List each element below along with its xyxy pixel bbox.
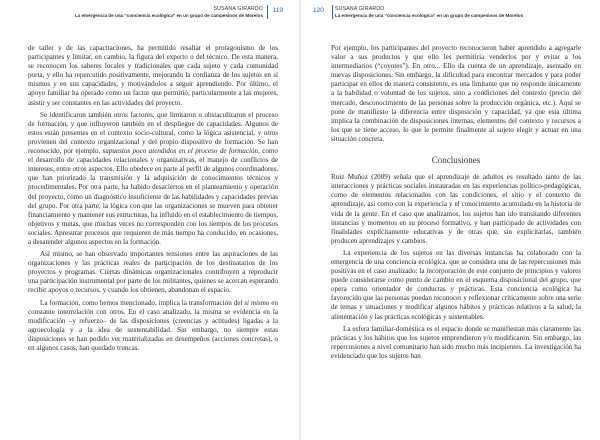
paragraph: La experiencia de los sujetos en las diversas instancias ha colaborado con la emergencia de una conciencia ecológica, que se considera una de las repercusiones más positivas en el caso analizado: la incorporación de este conjunto de principios y valores puede considerarse como punto de cambio en el esquema disposicional del grupo, que opera como orientador de conductas y prácticas. Esta conciencia ecológica ha favorecido que las personas puedan reconocer y reflexionar críticamente sobre una serie de temas y situaciones y modificar algunos hábitos y prácticas relativos a la salud, la alimentación y las prácticas ecológicas y sustentables. [331, 248, 581, 321]
paragraph-text: , como el desarrollo de capacidades relacionales y organizativas, el manejo de conflictos de intereses, entre otros aspectos. Ello obedece en parte al perfil de algunos coordinadores, que han priorizado la transmisión y la adquisición de conocimientos técnicos y procedimentales. Por otra parte, ha habido desaciertos en el planteamiento y operación del proyecto, como un diagnóstico insuficiente de las habilidades y capacidades previas del grupo. Por otra parte, la lógica con que las organizaciones se mueven para obtener financiamiento y mantener sus estructuras, ha influido en el establecimiento de tiempos, objetivos y metas, que muchas veces no corresponden con los tiempos de los procesos sociales. Apresurar procesos que requieren de más tiempo ha conducido, en ocasiones, a desatender algunos aspectos en la formación. [28, 147, 278, 246]
header-author: SUSANA GIRARDO [213, 6, 263, 12]
page-body [331, 44, 581, 361]
header-title: La emergencia de una “conciencia ecológica” en un grupo de campesinos de Morelos [74, 13, 263, 18]
header-divider [267, 5, 268, 19]
paragraph: Así mismo, se han observado importantes tensiones entre las aspiraciones de las organizaciones y las prácticas reales de participación de los destinatarios de los proyectos y programas. Ciertas dinámicas organizacionales contribuyen a reproducir una participación instrumental por parte de los militantes, quienes se acercan esperando recibir apoyos o recursos, y cuando los obtienen, abandonan el espacio. [28, 250, 278, 295]
section-heading: Conclusiones [431, 155, 481, 166]
running-header [74, 6, 283, 18]
paragraph-text: Se identificaron también otros factores, que limitaron u obstaculizaron el proceso de formación, y que influyeron también en el despliegue de capacidades. Algunos de estos están presentes en el contexto socio-cultural, como la lógica asistencial, y otros provienen del contexto organizacional y del propio dispositivo de formación. Se han reconocido, por ejemplo, [28, 110, 278, 156]
paragraph [28, 299, 278, 354]
italic-phrase: supuestos poco atendidos en el proceso de formación [102, 147, 259, 156]
header-divider [332, 5, 333, 19]
header-author: SUSANA GIRARDO [335, 6, 385, 12]
paragraph [28, 111, 278, 247]
paragraph-text: en constante interrelación con otros. En el caso analizado, la misma se evidencia en la modificación –y refuerzo– de las disposiciones (creencias y actitudes) ligadas a la agroecología y a la idea de sustentabilidad. Sin embargo, no siempre estas disposiciones se han podido ver materializadas en desempeños (acciones concretas), o en algunos casos, han quedado truncas. [28, 298, 278, 352]
page-body [28, 44, 278, 353]
running-header [313, 6, 524, 18]
page-number: 119 [272, 7, 283, 14]
paragraph: de taller y de las capacitaciones, ha permitido resaltar el protagonismo de los participantes y limitar, en cambio, la figura del experto o del técnico. De esta manera, se reconocen los saberes locales y tradicionales que cada sujeto y cada comunidad porta, y ello ha repercutido positivamente, mejorando la confianza de los sujetos en sí mismos y en sus capacidades, y motivándolos a seguir aprendiendo. Por último, el apoyo familiar ha operado como un factor que permitió, particularmente a las mujeres, asistir y ser constantes en las actividades del proyecto. [28, 44, 278, 107]
right-page [301, 0, 600, 440]
paragraph: Ruiz Muñoz (2009) señala que el aprendizaje de adultos es resultado tanto de las interacciones y prácticas sociales instauradas en las experiencias político-pedagógicas, como de elementos relacionados con las condiciones, el sitio y el contexto de aprendizaje, así como con la experiencia y el conocimiento acumulado en la historia de vida de la gente. En el caso que analizamos, los sujetos han ido transitando diferentes instancias y momentos en su proceso formativo, y han participado de actividades con finalidades explícitamente educativas y de otras que, sin explicitarlas, también producen aprendizajes y cambios. [331, 173, 581, 245]
paragraph: La esfera familiar-doméstica es el espacio donde se manifiestan más claramente las prácticas y los hábitos que los sujetos emprendieron y/o modificaron. Sin embargo, las repercusiones a nivel comunitario han sido mucho más incipientes. La investigación ha evidenciado que los sujetos han [331, 324, 581, 360]
page-number: 120 [313, 7, 324, 14]
paragraph: Por ejemplo, los participantes del proyecto reconocieron haber aprendido a agregarle valor a sus productos y que ello les permitiría venderlos por y evitar a los intermediarios (“coyotes”). En otro... Ello da cuenta de un aprendizaje, asentado en nuevas disposiciones. Sin embargo, la dificultad para encontrar mercados y para poder participar en ellos de manera consistente, es una limitante que no responde únicamente a la habilidad o voluntad de los sujetos, sino a condiciones del contexto (precio del mercado, desconocimiento de las personas sobre la producción orgánica, etc.). Aquí se pone de manifiesto la diferencia entre disposición y capacidad, ya que esta última implica la combinación de disposiciones internas, elementos del contexto y recursos a los que se tiene acceso, lo que le permite finalmente al sujeto elegir y actuar en una situación concreta. [331, 44, 581, 143]
header-title: La emergencia de una “conciencia ecológica” en un grupo de campesinos de Morelos [335, 13, 524, 18]
left-page [0, 0, 299, 440]
italic-phrase: sí mismo [244, 298, 270, 307]
paragraph-text: La formación, como hemos mencionado, implica la transformación del [40, 298, 243, 307]
